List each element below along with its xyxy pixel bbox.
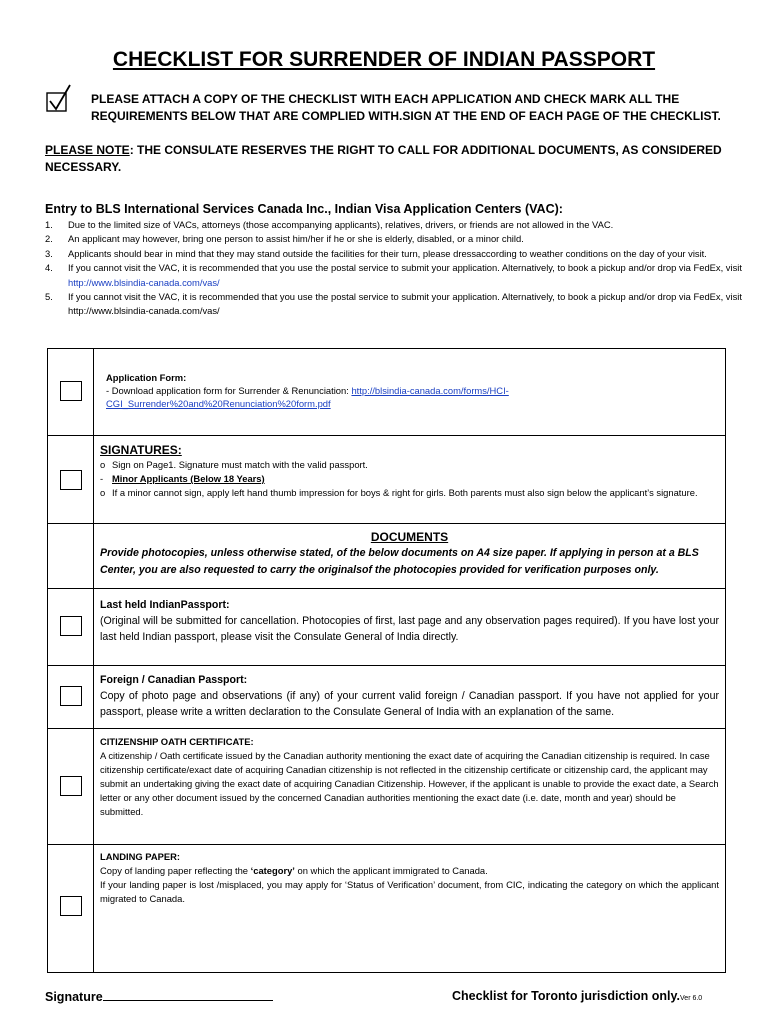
signature-field[interactable] bbox=[103, 989, 273, 1001]
list-item: 4. If you cannot visit the VAC, it is recommended that you use the postal service to submit your application. Alternatively, to book a pickup and/or drop via FedEx, visit http://www.blsindia-canada.com/vas/ bbox=[45, 262, 742, 288]
application-form-checkbox[interactable] bbox=[60, 381, 82, 401]
last-passport-text: (Original will be submitted for cancellation. Photocopies of first, last page and any observation pages required). If you have lost your last held Indian passport, please visit the Consulate General of India directly. bbox=[100, 615, 719, 643]
last-passport-title: Last held IndianPassport: bbox=[100, 599, 230, 611]
list-item: o Sign on Page1. Signature must match with the valid passport. bbox=[100, 459, 368, 470]
signatures-title: SIGNATURES: bbox=[100, 443, 182, 457]
landing-paper-text: If your landing paper is lost /misplaced, you may apply for ‘Status of Verification’ document, from CIC, indicating the category on which the applicant migrated to Canada. bbox=[100, 879, 719, 904]
citizenship-title: CITIZENSHIP OATH CERTIFICATE: bbox=[100, 736, 254, 747]
entry-list bbox=[45, 218, 745, 319]
table-row bbox=[48, 436, 726, 524]
table-row bbox=[48, 666, 726, 729]
documents-title: DOCUMENTS bbox=[370, 530, 449, 544]
table-row bbox=[48, 729, 726, 845]
list-item: o If a minor cannot sign, apply left hand thumb impression for boys & right for girls. Both parents must also sign below the applicant’s signature. bbox=[100, 487, 698, 498]
signature-line: Signature bbox=[45, 989, 273, 1004]
list-item: 3. Applicants should bear in mind that they may stand outside the facilities for their turn, please dressaccording to weather conditions on the day of your visit. bbox=[45, 247, 707, 259]
documents-text: Provide photocopies, unless otherwise stated, of the below documents on A4 size paper. If applying in person at a BLS Center, you are also requested to carry the originalsof the photocopies provided for verification purposes only. bbox=[100, 547, 699, 576]
foreign-passport-title: Foreign / Canadian Passport: bbox=[100, 674, 248, 686]
note-text: : THE CONSULATE RESERVES THE RIGHT TO CALL FOR ADDITIONAL DOCUMENTS, AS CONSIDERED NECESSARY. bbox=[45, 143, 722, 174]
page-title: CHECKLIST FOR SURRENDER OF INDIAN PASSPORT bbox=[112, 48, 656, 71]
last-passport-checkbox[interactable] bbox=[60, 616, 82, 636]
application-form-title: Application Form: bbox=[106, 372, 187, 383]
table-row: Application Form: - Download application form for Surrender & Renunciation: http://blsindia-canada.com/forms/HCI-CGI_Surrender%20and%20Renunciation%20form.pdf bbox=[48, 349, 726, 436]
foreign-passport-checkbox[interactable] bbox=[60, 686, 82, 706]
note-label: PLEASE NOTE bbox=[45, 143, 130, 157]
list-item: - Minor Applicants (Below 18 Years) bbox=[100, 473, 265, 484]
entry-heading: Entry to BLS International Services Canada Inc., Indian Visa Application Centers (VAC): bbox=[45, 202, 563, 216]
please-note bbox=[45, 142, 735, 176]
table-row bbox=[48, 589, 726, 666]
table-row bbox=[48, 524, 726, 589]
signatures-checkbox[interactable] bbox=[60, 470, 82, 490]
landing-paper-checkbox[interactable] bbox=[60, 896, 82, 916]
landing-paper-title: LANDING PAPER: bbox=[100, 851, 181, 862]
table-row: LANDING PAPER: Copy of landing paper reflecting the ‘category’ on which the applicant immigrated to Canada. If your landing paper is lost /misplaced, you may apply for ‘Status of Verification’ document, from CIC, indicating the category on which the applicant migrated to Canada. bbox=[48, 845, 726, 973]
foreign-passport-text: Copy of photo page and observations (if any) of your current valid foreign / Canadian passport. If you have not applied for your passport, please write a written declaration to the Consulate General of India with an explanation of the same. bbox=[100, 690, 719, 718]
attach-instruction: PLEASE ATTACH A COPY OF THE CHECKLIST WITH EACH APPLICATION AND CHECK MARK ALL THE REQUIREMENTS BELOW THAT ARE COMPLIED WITH.SIGN AT THE END OF EACH PAGE OF THE CHECKLIST. bbox=[91, 92, 721, 123]
checkmark-box-icon bbox=[46, 84, 72, 112]
vas-link[interactable]: http://www.blsindia-canada.com/vas/ bbox=[68, 276, 220, 288]
citizenship-text: A citizenship / Oath certificate issued by the Canadian authority mentioning the exact date of acquiring the Canadian citizenship is required. In case citizenship certificate/exact date of acquiring Canadian citizenship is not reflected in the citizenship certificate or citizenship card, the applicant may submit an undertaking giving the exact date of acquiring Canadian Citizenship. However, if the applicant is unable to provide the exact date, a Search letter or any other document issued by the concerned Canadian authorities mentioning the exact date (i.e. date, month and year) should be submitted. bbox=[100, 750, 719, 817]
version-label: Ver 6.0 bbox=[680, 995, 703, 1002]
citizenship-checkbox[interactable] bbox=[60, 776, 82, 796]
checklist-table bbox=[47, 348, 726, 973]
list-item: 2. An applicant may however, bring one person to assist him/her if he or she is elderly, disabled, or a minor child. bbox=[45, 233, 524, 245]
footer-jurisdiction: Checklist for Toronto jurisdiction only.Ver 6.0 bbox=[452, 989, 703, 1003]
application-form-link[interactable]: http://blsindia-canada.com/forms/HCI-CGI_Surrender%20and%20Renunciation%20form.pdf bbox=[106, 385, 509, 409]
list-item: 5. If you cannot visit the VAC, it is recommended that you use the postal service to submit your application. Alternatively, to book a pickup and/or drop via FedEx, visit http://www.blsindia-canada.com/vas/ bbox=[45, 291, 742, 317]
list-item: 1. Due to the limited size of VACs, attorneys (those accompanying applicants), relatives, drivers, or friends are not allowed in the VAC. bbox=[45, 219, 614, 230]
